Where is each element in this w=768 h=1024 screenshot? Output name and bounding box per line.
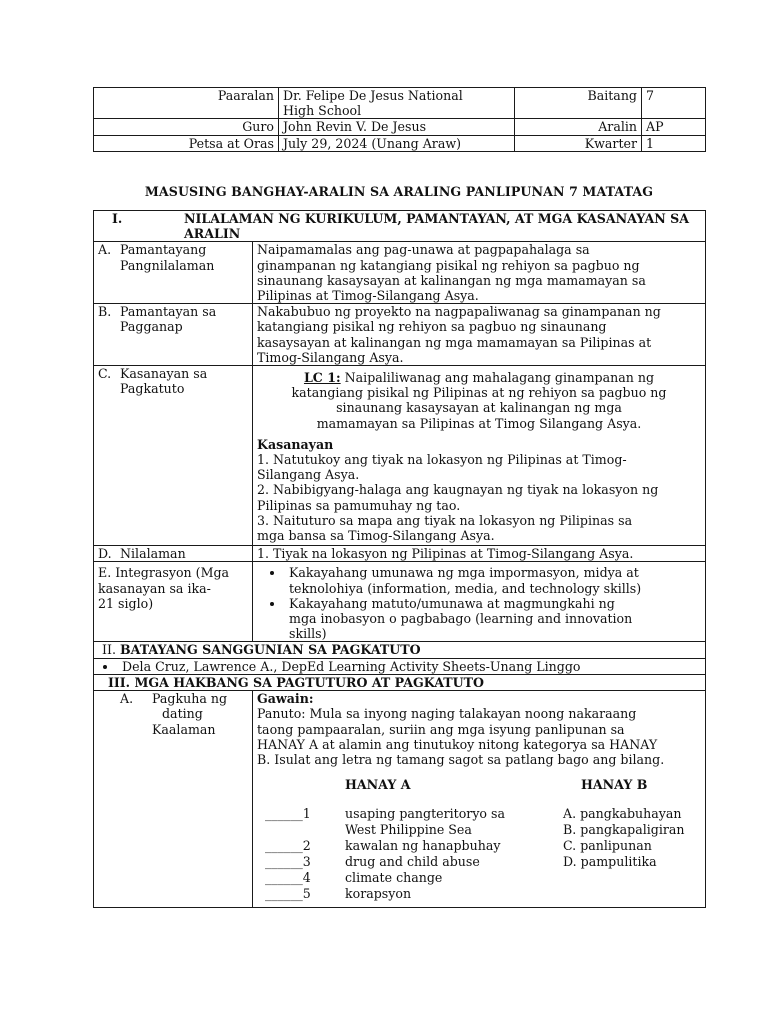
option-c: C. panlipunan (563, 838, 652, 854)
teacher-label: Guro (94, 119, 279, 135)
answer-blank[interactable]: ______2 (265, 838, 311, 854)
teacher-row (94, 119, 706, 135)
row-pagkuha-ng-kaalaman (94, 691, 706, 908)
answer-blank[interactable]: ______1 (265, 806, 311, 822)
teacher-value: John Revin V. De Jesus (279, 119, 515, 135)
school-info-table (93, 87, 706, 152)
date-row (94, 135, 706, 151)
row-integrasyon (94, 562, 706, 642)
row-b-label: Pamantayan sa Pagganap (120, 304, 217, 335)
subject-value: AP (642, 119, 706, 135)
row-c-label: Kasanayan sa Pagkatuto (120, 366, 208, 397)
reference-item: • Dela Cruz, Lawrence A., DepEd Learning Activity Sheets-Unang Linggo (118, 659, 701, 674)
row-iii-a-text: Gawain: Panuto: Mula sa inyong naging talakayan noong nakaraang taong pampaaralan, suriin ang mga isyung panlipunan sa HANAY A at alamin ang tinutukoy nitong kategorya sa HANAY B. Isulat ang letra ng tamang sagot sa patlang bago ang bilang. HANAY A HANAY B ______1 usaping pangteritoryo sa A. pangkabuhayan West Philippine Sea B. pangkapaligiran ______2 kawalan ng hanapbuhay C. panlipunan ______3 drug and child abuse D. pampulitika ______4 climate change ______5 korapsyon (253, 691, 706, 908)
matching-exercise (257, 777, 701, 907)
grade-label: Baitang (515, 88, 642, 119)
section-iii-title: III. MGA HAKBANG SA PAGTUTURO AT PAGKATUTO (94, 674, 706, 690)
row-d-label: Nilalaman (120, 546, 186, 562)
lc-1-label: LC 1: (303, 370, 341, 386)
answer-blank[interactable]: ______4 (265, 870, 311, 886)
option-a: A. pangkabuhayan (563, 806, 682, 822)
lesson-plan-table (93, 210, 706, 908)
row-nilalaman (94, 546, 706, 562)
kasanayan-heading: Kasanayan (257, 436, 334, 452)
section-i-header (94, 211, 706, 242)
matching-item: ______4 climate change (265, 870, 443, 886)
row-c-letter: C. (98, 366, 112, 382)
section-ii-reference-row (94, 658, 706, 674)
option-d: D. pampulitika (563, 854, 657, 870)
section-ii-header (94, 642, 706, 658)
row-c-text: LC 1: Naipaliliwanag ang mahalagang ginampanan ng katangiang pisikal ng Pilipinas at ng rehiyon sa pagbuo ng sinaunang kasaysayan at kalinangan ng mga mamamayan sa Pilipinas at Timog Silangang Asya. Kasanayan 1. Natutukoy ang tiyak na lokasyon ng Pilipinas at Timog- Silangang Asya. 2. Nabibigyang-halaga ang kaugnayan ng tiyak na lokasyon ng Pilipinas sa pamumuhay ng tao. 3. Naituturo sa mapa ang tiyak na lokasyon ng Pilipinas sa mga bansa sa Timog-Silangang Asya. (253, 366, 706, 546)
page-title: MASUSING BANGHAY-ARALIN SA ARALING PANLIPUNAN 7 MATATAG (144, 184, 654, 199)
bullet-item: • Kakayahang umunawa ng mga impormasyon, midya at teknolohiya (information, media, and technology skills) (285, 565, 701, 595)
bullet-item: • Kakayahang matuto/umunawa at magmungkahi ng mga inobasyon o pagbabago (learning and innovation skills) (285, 596, 701, 642)
hanay-a-heading: HANAY A (345, 777, 411, 793)
row-a-letter: A. (98, 242, 112, 258)
row-pamantayan-sa-pagganap (94, 304, 706, 366)
row-e-label: E. Integrasyon (Mga kasanayan sa ika- 21 siglo) (94, 562, 253, 642)
quarter-value: 1 (642, 135, 706, 151)
hanay-b-heading: HANAY B (581, 777, 648, 793)
answer-blank[interactable]: ______5 (265, 886, 311, 902)
row-iii-a-label: Pagkuha ng dating Kaalaman (152, 691, 228, 737)
row-iii-a-letter: A. (120, 691, 134, 707)
row-a-label: Pamantayang Pangnilalaman (120, 242, 215, 273)
date-value: July 29, 2024 (Unang Araw) (279, 135, 515, 151)
school-row (94, 88, 706, 119)
school-value: Dr. Felipe De Jesus National High School (279, 88, 515, 119)
section-i-number: I. (112, 211, 123, 226)
lc-1: LC 1: Naipaliliwanag ang mahalagang ginampanan ng (303, 370, 655, 386)
row-b-letter: B. (98, 304, 112, 320)
row-a-text: Naipamamalas ang pag-unawa at pagpapahalaga sa ginampanan ng katangiang pisikal ng rehiyon sa pagbuo ng sinaunang kasaysayan at kalinangan ng mga mamamayan sa Pilipinas at Timog-Silangang Asya. (253, 242, 706, 304)
matching-item: ______1 usaping pangteritoryo sa A. pangkabuhayan (265, 806, 682, 822)
row-e-text (253, 562, 706, 642)
row-kasanayan-sa-pagkatuto (94, 366, 706, 546)
answer-blank[interactable]: ______3 (265, 854, 311, 870)
section-i-title: NILALAMAN NG KURIKULUM, PAMANTAYAN, AT MGA KASANAYAN SA ARALIN (184, 211, 690, 242)
school-label: Paaralan (94, 88, 279, 119)
row-pamantayang-pangnilalaman (94, 242, 706, 304)
section-ii-number: II. (102, 642, 116, 658)
quarter-label: Kwarter (515, 135, 642, 151)
row-d-letter: D. (98, 546, 112, 562)
matching-item-continued: West Philippine Sea B. pangkapaligiran (345, 822, 685, 838)
row-d-text: 1. Tiyak na lokasyon ng Pilipinas at Timog-Silangang Asya. (253, 546, 706, 562)
section-ii-title: BATAYANG SANGGUNIAN SA PAGKATUTO (119, 642, 421, 658)
matching-item: ______3 drug and child abuse D. pampulitika (265, 854, 657, 870)
gawain-heading: Gawain: (257, 691, 314, 707)
date-label: Petsa at Oras (94, 135, 279, 151)
section-iii-header (94, 674, 706, 690)
subject-label: Aralin (515, 119, 642, 135)
grade-value: 7 (642, 88, 706, 119)
matching-item: ______5 korapsyon (265, 886, 412, 902)
option-b: B. pangkapaligiran (563, 822, 685, 838)
matching-item: ______2 kawalan ng hanapbuhay C. panlipunan (265, 838, 652, 854)
row-b-text: Nakabubuo ng proyekto na nagpapaliwanag sa ginampanan ng katangiang pisikal ng rehiyon sa pagbuo ng sinaunang kasaysayan at kalinangan ng mga mamamayan sa Pilipinas at Timog-Silangang Asya. (253, 304, 706, 366)
